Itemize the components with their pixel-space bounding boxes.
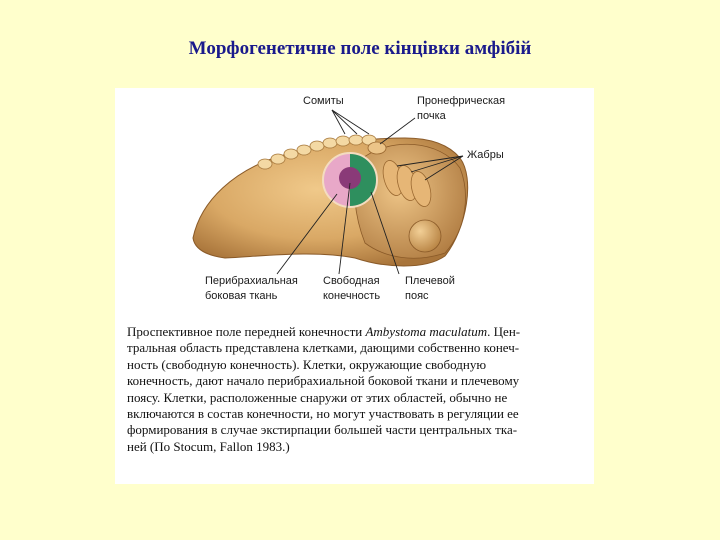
caption-line: ность (свободную конечность). Клетки, окружающие свободную <box>127 356 487 372</box>
label-free-limb-line2: конечность <box>323 290 381 302</box>
caption-text: . Цен- <box>487 324 521 339</box>
label-somites: Сомиты <box>303 95 344 107</box>
label-shoulder-line2: пояс <box>405 290 429 302</box>
caption-line: поясу. Клетки, расположенные снаружи от этих областей, обычно не <box>127 389 508 405</box>
caption-text: Проспективное поле передней конечности <box>127 324 366 339</box>
caption-line <box>127 324 589 340</box>
figure-caption <box>127 324 589 455</box>
caption-line: включаются в состав конечности, но могут участвовать в регуляции ее <box>127 406 519 422</box>
caption-line: формирования в случае экстирпации большей части центральных тка- <box>127 422 518 438</box>
figure-panel <box>115 88 594 484</box>
label-gills: Жабры <box>467 149 504 161</box>
label-pronephros-line2: почка <box>417 110 446 122</box>
slide-title: Морфогенетичне поле кінцівки амфібій <box>188 38 532 59</box>
caption-line: конечность, дают начало перибрахиальной боковой ткани и плечевому <box>127 373 520 389</box>
label-free-limb-line1: Свободная <box>323 275 380 287</box>
limb-field <box>323 153 377 207</box>
label-peribrachial-line1: Перибрахиальная <box>205 275 298 287</box>
label-pronephros-line1: Пронефрическая <box>417 95 506 107</box>
head-bulge <box>409 220 441 252</box>
caption-line: тральная область представлена клетками, дающими собственно конеч- <box>127 340 520 356</box>
label-shoulder-line1: Плечевой <box>405 275 455 287</box>
caption-species-name: Ambystoma maculatum <box>365 324 488 339</box>
caption-line: ней (По Stocum, Fallon 1983.) <box>127 438 290 454</box>
label-peribrachial-line2: боковая ткань <box>205 290 278 302</box>
pronephros <box>368 142 386 154</box>
